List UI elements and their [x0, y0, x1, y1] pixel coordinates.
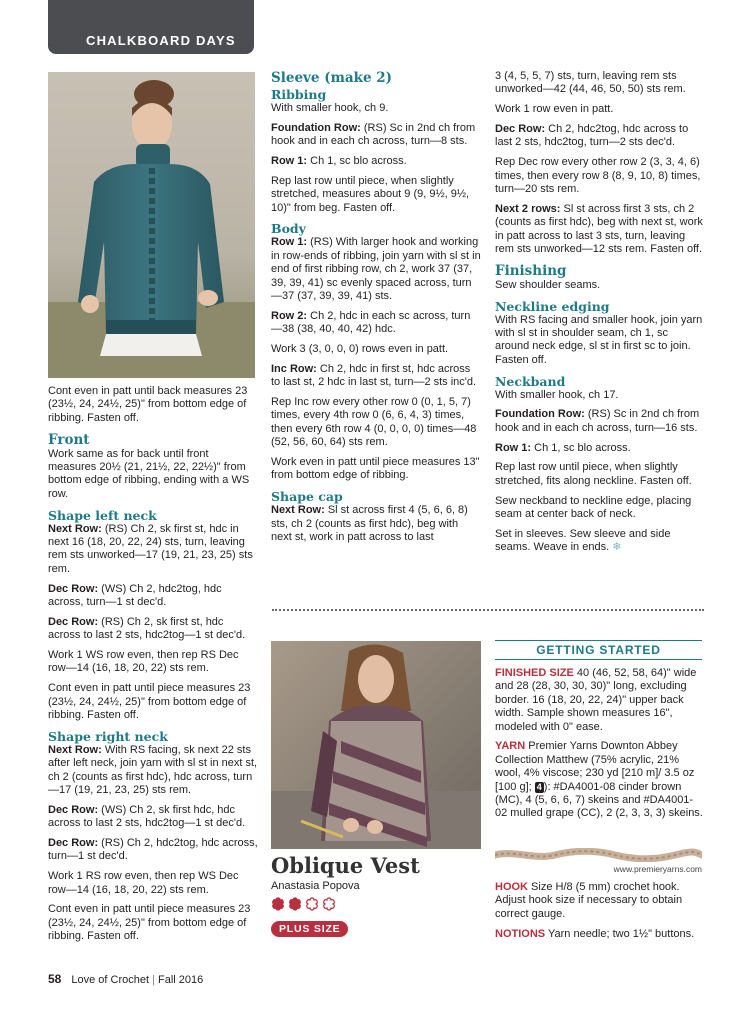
- row-label: Next Row:: [48, 743, 102, 756]
- row-label: Next Row:: [271, 504, 325, 517]
- heading-shape-left-neck: Shape left neck: [48, 507, 157, 523]
- row-text: (RS) With larger hook and working in row-ends of ribbing, join yarn with sl st in end of first ribbing row, ch 2, work 37 (37, 39, 39, 41) sc evenly spaced across, turn—37 (37, 39, 39, 41) sts.: [271, 236, 481, 303]
- heading-neckline-edging: Neckline edging: [495, 298, 610, 314]
- row-text: (RS) Ch 2, sk first st, hdc in next 16 (18, 20, 22, 24) sts, turn, leaving rem sts unworked—17 (19, 21, 23, 25) sts rem.: [48, 522, 253, 575]
- pattern-title-block: [271, 853, 420, 892]
- yarn-label: YARN: [495, 740, 526, 753]
- paragraph: Rep Dec row every other row 2 (3, 3, 4, 6) times, then every row 8 (8, 9, 10, 8) times, turn—20 sts rem.: [495, 156, 701, 196]
- section-tab-label: CHALKBOARD DAYS: [86, 33, 236, 48]
- yarn-weight-icon: 4: [536, 781, 542, 792]
- finished-size: [495, 667, 705, 734]
- hook-label: HOOK: [495, 881, 528, 893]
- finished-size-text: 40 (46, 52, 58, 64)" wide and 28 (28, 30, 30, 30)" long, excluding border. 16 (18, 20, 22, 24)" upper back width. Sample shown measures 16", modeled with 0" ease.: [495, 667, 697, 733]
- paragraph: [495, 123, 705, 150]
- paragraph: [271, 122, 481, 149]
- paragraph: [495, 442, 705, 455]
- heading-sleeve: Sleeve (make 2): [271, 70, 393, 86]
- getting-started-heading: GETTING STARTED: [495, 640, 702, 660]
- paragraph: Work same as for back until front measures 20½ (21, 21½, 22, 22½)" from bottom edge of ribbing, ending with a WS row.: [48, 447, 250, 500]
- row-label: Dec Row:: [495, 123, 546, 135]
- row-text: Ch 1, sc blo across.: [531, 441, 631, 454]
- yarn-text: Premier Yarns Downton Abbey Collection Matthew (75% acrylic, 21% wool, 4% viscose; 230 yd [210 m]/ 3.5 oz [100 g];: [495, 740, 695, 793]
- row-label: Dec Row:: [48, 582, 99, 595]
- paragraph: Work 1 RS row even, then rep WS Dec row—14 (16, 18, 20, 22) sts rem.: [48, 870, 239, 896]
- row-text: With RS facing, sk next 22 sts after left neck, join yarn with sl st in next st, ch 2 (counts as first hdc), hdc across, turn—17 (19, 21, 23, 25) sts rem.: [48, 743, 258, 797]
- row-label: Row 1:: [271, 155, 308, 167]
- column-3: [495, 70, 705, 561]
- hook-text: Size H/8 (5 mm) crochet hook. Adjust hook size if necessary to obtain correct gauge.: [495, 881, 683, 920]
- paragraph: [495, 408, 705, 435]
- paragraph: Cont even in patt until piece measures 23 (23½, 24, 24½, 25)" from bottom edge of ribbing. Fasten off.: [48, 682, 251, 722]
- vest-photo: [271, 641, 481, 849]
- getting-started-body: [495, 667, 705, 827]
- row-label: Dec Row:: [48, 803, 99, 816]
- paragraph: Cont even in patt until piece measures 23 (23½, 24, 24½, 25)" from bottom edge of ribbing. Fasten off.: [48, 903, 251, 943]
- paragraph: [271, 504, 481, 544]
- yarn-credit-url: www.premieryarns.com: [613, 864, 702, 874]
- paragraph: [495, 528, 705, 555]
- row-text: Ch 2, hdc2tog, hdc across to last 2 sts, hdc2tog, turn—2 sts dec'd.: [495, 123, 689, 149]
- paragraph: Sew shoulder seams.: [495, 278, 601, 291]
- heading-front: Front: [48, 431, 90, 448]
- heading-neckband: Neckband: [495, 373, 566, 389]
- paragraph: Cont even in patt until back measures 23 (23½, 24, 24½, 25)" from bottom edge of ribbing. Fasten off.: [48, 385, 248, 424]
- paragraph: With RS facing and smaller hook, join yarn with sl st in shoulder seam, ch 1, sc around neck edge, sl st in first sc to join. Fasten off.: [495, 313, 703, 366]
- difficulty-rating: [271, 897, 336, 911]
- column-2: [271, 70, 481, 551]
- difficulty-flower-icon: [322, 897, 336, 911]
- row-label: Row 1:: [271, 236, 308, 249]
- paragraph: Sew neckband to neckline edge, placing seam at center back of neck.: [495, 494, 692, 521]
- heading-body: Body: [271, 221, 306, 237]
- row-label: Foundation Row:: [495, 408, 585, 421]
- row-text: (WS) Ch 2, hdc2tog, hdc across, turn—1 st dec'd.: [48, 582, 222, 609]
- hook-info: [495, 881, 705, 921]
- heading-ribbing: Ribbing: [271, 87, 327, 102]
- row-text: (RS) Ch 2, hdc2tog, hdc across, turn—1 st dec'd.: [48, 837, 258, 863]
- row-label: Row 2:: [271, 309, 308, 322]
- paragraph: [271, 155, 481, 168]
- row-label: Next Row:: [48, 522, 102, 535]
- column-1: [48, 385, 258, 950]
- row-text: (RS) Sc in 2nd ch from hook and in each ch across, turn—8 sts.: [271, 121, 476, 148]
- paragraph: [48, 744, 258, 798]
- paragraph: 3 (4, 5, 5, 7) sts, turn, leaving rem sts unworked—42 (44, 46, 50, 50) sts rem.: [495, 70, 686, 96]
- row-text: (WS) Ch 2, sk first hdc, hdc across to last 2 sts, hdc2tog—1 st dec'd.: [48, 803, 246, 830]
- notions-label: NOTIONS: [495, 927, 546, 940]
- paragraph: [48, 616, 258, 643]
- difficulty-flower-icon: [271, 897, 285, 911]
- yarn-swatch-image: [495, 848, 702, 862]
- section-divider: [272, 609, 704, 611]
- paragraph: Work 1 WS row even, then rep RS Dec row—14 (16, 18, 20, 22) sts rem.: [48, 649, 239, 675]
- difficulty-flower-icon: [305, 897, 319, 911]
- row-text: Sl st across first 4 (5, 6, 6, 8) sts, ch 2 (counts as first hdc), beg with next st, work in patt across to last: [271, 504, 468, 544]
- plus-size-badge: PLUS SIZE: [271, 921, 348, 937]
- paragraph: Work 1 row even in patt.: [495, 103, 614, 116]
- row-label: Foundation Row:: [271, 121, 361, 134]
- yarn-info: [495, 740, 705, 820]
- page-footer: [48, 972, 203, 986]
- magazine-name: Love of Crochet: [71, 974, 150, 986]
- sweater-photo: [48, 72, 255, 378]
- finished-size-label: FINISHED SIZE: [495, 667, 574, 679]
- row-text: Set in sleeves. Sew sleeve and side seams. Weave in ends.: [495, 527, 671, 554]
- paragraph: [271, 310, 481, 337]
- row-label: Row 1:: [495, 441, 532, 454]
- paragraph: With smaller hook, ch 9.: [271, 102, 389, 114]
- row-text: Ch 2, hdc in each sc across, turn—38 (38, 40, 40, 42) hdc.: [271, 309, 471, 336]
- row-label: Inc Row:: [271, 362, 317, 375]
- yarn-text-continued: ): #DA4001-08 cinder brown (MC), 4 (5, 6, 6, 7) skeins and #DA4001-02 mulled grape (CC), 2 (2, 3, 3, 3) skeins.: [495, 780, 703, 820]
- paragraph: Work even in patt until piece measures 13" from bottom edge of ribbing.: [271, 456, 480, 482]
- row-text: Sl st across first 3 sts, ch 2 (counts as first hdc), beg with next st, work in patt across to last 3 sts, turn, leaving rem sts unworked—12 sts rem. Fasten off.: [495, 202, 703, 256]
- paragraph: [271, 363, 481, 390]
- row-label: Dec Row:: [48, 615, 99, 628]
- difficulty-flower-icon: [288, 897, 302, 911]
- heading-shape-cap: Shape cap: [271, 489, 343, 505]
- paragraph: With smaller hook, ch 17.: [495, 388, 619, 401]
- pattern-author: Anastasia Popova: [271, 880, 360, 892]
- paragraph: Rep Inc row every other row 0 (0, 1, 5, 7) times, every 4th row 0 (6, 6, 4, 3) times, then every 6th row 4 (0, 0, 0, 0) times—48 (52, 56, 60, 64) sts rem.: [271, 396, 477, 449]
- row-label: Next 2 rows:: [495, 202, 561, 215]
- footer-separator: |: [149, 974, 158, 986]
- heading-shape-right-neck: Shape right neck: [48, 728, 168, 744]
- paragraph: [48, 837, 258, 864]
- issue-date: Fall 2016: [158, 974, 204, 986]
- snowflake-icon: ❄: [612, 541, 622, 554]
- row-label: Dec Row:: [48, 837, 99, 850]
- row-text: Ch 1, sc blo across.: [307, 155, 407, 167]
- row-text: (RS) Sc in 2nd ch from hook and in each ch across, turn—16 sts.: [495, 408, 700, 434]
- paragraph: [271, 236, 481, 303]
- paragraph: [48, 804, 258, 831]
- heading-finishing: Finishing: [495, 262, 567, 279]
- paragraph: Work 3 (3, 0, 0, 0) rows even in patt.: [271, 343, 449, 356]
- paragraph: [48, 583, 258, 610]
- row-text: (RS) Ch 2, sk first st, hdc across to last 2 sts, hdc2tog—1 st dec'd.: [48, 615, 246, 642]
- page-number: 58: [48, 972, 62, 986]
- getting-started-hook-notions: [495, 881, 705, 947]
- section-tab: [48, 0, 254, 54]
- pattern-title: Oblique Vest: [271, 853, 420, 878]
- row-text: Ch 2, hdc in first st, hdc across to last st, 2 hdc in last st, turn—2 sts inc'd.: [271, 362, 477, 389]
- paragraph: Rep last row until piece, when slightly stretched, measures about 9 (9, 9½, 9½, 10)" from beg. Fasten off.: [271, 174, 470, 214]
- notions-text: Yarn needle; two 1½" buttons.: [545, 927, 695, 940]
- paragraph: [48, 523, 258, 577]
- notions-info: [495, 928, 705, 941]
- paragraph: Rep last row until piece, when slightly stretched, fits along neckline. Fasten off.: [495, 461, 692, 487]
- paragraph: [495, 203, 705, 257]
